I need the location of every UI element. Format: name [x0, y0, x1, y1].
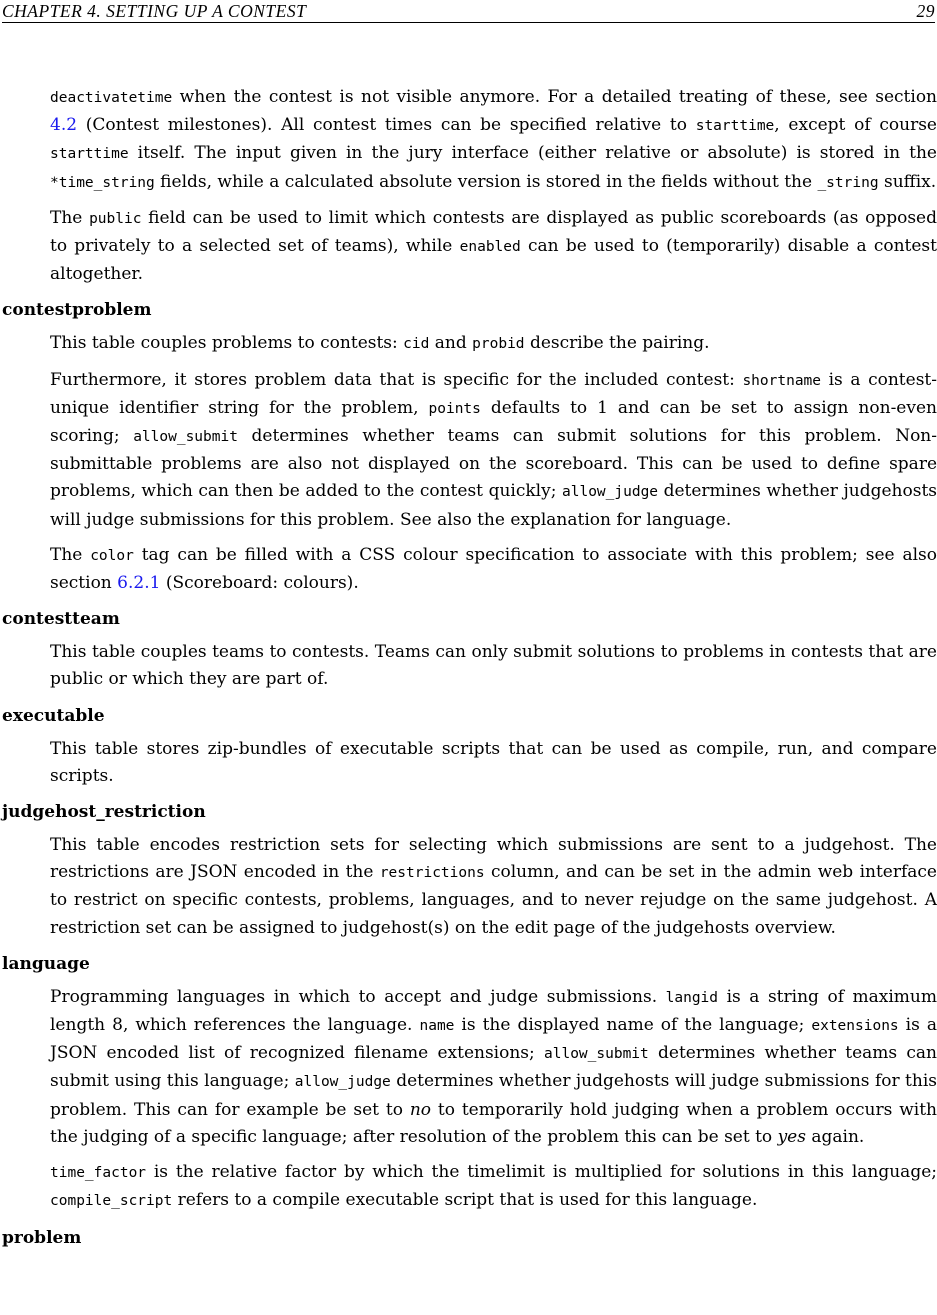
field-name: starttime [50, 146, 129, 163]
text: (Contest milestones). All contest times can be specified relative to [77, 115, 696, 136]
field-name: name [419, 1018, 455, 1035]
paragraph-contest-times [0, 84, 937, 197]
text: is the displayed name of the language; [454, 1015, 812, 1036]
text: determines whether teams can submit using this language; [50, 1043, 937, 1092]
term-executable: executable [2, 705, 105, 726]
text: when the contest is not visible anymore. For a detailed treating of these, see section [172, 87, 937, 107]
running-header [2, 0, 935, 23]
field-name: time_factor [50, 1165, 147, 1182]
text: column, and can be set in the admin web interface to restrict on specific contests, problems, languages, and to never rejudge on the same judgehost. A restriction set can be assigned to judgehost(s) on the edit page of the judgehosts overview. [50, 862, 937, 938]
page-body [0, 84, 937, 1258]
text: The [50, 207, 90, 228]
text: Furthermore, it stores problem data that is specific for the included contest: [50, 369, 743, 390]
paragraph-contestproblem-3 [0, 542, 937, 597]
paragraph-executable: This table stores zip-bundles of executable scripts that can be used as compile, run, and compare scripts. [50, 738, 937, 786]
term-contestproblem: contestproblem [2, 300, 152, 321]
paragraph-judgehost-restriction [0, 832, 937, 942]
text: again. [805, 1126, 865, 1147]
paragraph-language-2 [0, 1159, 937, 1215]
field-name: langid [665, 989, 719, 1006]
text: refers to a compile executable script that is used for this language. [172, 1190, 758, 1211]
paragraph-contestteam: This table couples teams to contests. Teams can only submit solutions to problems in contests that are public or which they are part of. [50, 642, 937, 690]
emphasis: yes [777, 1126, 806, 1147]
text: determines whether judgehosts will judge submissions for this problem. This can for example be set to [50, 1071, 937, 1120]
text: This table couples problems to contests: [50, 333, 404, 354]
text: (Scoreboard: colours). [160, 573, 359, 594]
text: describe the pairing. [524, 333, 710, 354]
text: determines whether teams can submit solutions for this problem. Non-submittable problems are also not displayed on the scoreboard. This can be used to define spare problems, which can then be added to the contest quickly; [50, 426, 937, 502]
text: This table encodes restriction sets for selecting which submissions are sent to a judgehost. The restrictions are JSON encoded in the [50, 835, 937, 883]
chapter-title: CHAPTER 4. SETTING UP A CONTEST [2, 0, 307, 21]
paragraph-language-1 [0, 984, 937, 1151]
term-problem: problem [2, 1227, 82, 1248]
text: and [429, 333, 473, 354]
field-name: probid [472, 336, 525, 353]
text: is a contest-unique identifier string for the problem, [50, 369, 937, 418]
term-language: language [2, 953, 90, 974]
text: is a string of maximum length 8, which references the language. [50, 986, 937, 1036]
field-name: extensions [811, 1018, 899, 1035]
field-name: allow_judge [294, 1074, 391, 1091]
text: , except of course [774, 115, 937, 136]
field-name: allow_submit [133, 429, 238, 446]
field-name: _string [817, 174, 879, 191]
text: fields, while a calculated absolute version is stored in the fields without the [154, 171, 818, 192]
field-name: shortname [742, 372, 822, 389]
page-number: 29 [916, 0, 935, 21]
paragraph-public-enabled [0, 205, 937, 289]
text: defaults to 1 and can be set to assign non-even scoring; [50, 397, 937, 447]
text: can be used to (temporarily) disable a contest altogether. [50, 236, 937, 285]
text: to temporarily hold judging when a problem occurs with the judging of a specific language; after resolution of the problem this can be set to [50, 1099, 937, 1147]
field-name: restrictions [379, 865, 485, 882]
field-name: allow_submit [544, 1046, 649, 1063]
text: field can be used to limit which contests are displayed as public scoreboards (as opposed to privately to a selected set of teams), while [50, 207, 937, 257]
field-name: compile_script [50, 1193, 173, 1210]
field-name: points [428, 400, 481, 417]
text: is the relative factor by which the timelimit is multiplied for solutions in this language; [146, 1162, 937, 1183]
paragraph-contestproblem-1 [0, 330, 937, 358]
field-name: deactivatetime [50, 90, 173, 106]
field-name: starttime [695, 118, 775, 135]
text: tag can be filled with a CSS colour specification to associate with this problem; see also section [50, 544, 937, 594]
term-judgehost-restriction: judgehost_restriction [2, 802, 206, 823]
text: Programming languages in which to accept and judge submissions. [50, 986, 666, 1007]
text: determines whether judgehosts will judge submissions for this problem. See also the explanation for language. [50, 481, 937, 530]
field-name: *time_string [50, 174, 155, 191]
field-name: enabled [459, 239, 521, 256]
text: suffix. [878, 171, 937, 192]
section-link[interactable]: 4.2 [50, 115, 78, 136]
paragraph-contestproblem-2 [0, 367, 937, 534]
emphasis: no [409, 1099, 432, 1120]
section-link[interactable]: 6.2.1 [117, 573, 161, 594]
text: itself. The input given in the jury interface (either relative or absolute) is stored in the [128, 143, 937, 164]
field-name: cid [403, 336, 430, 353]
field-name: color [90, 547, 134, 564]
field-name: allow_judge [562, 484, 659, 501]
field-name: public [89, 210, 142, 227]
text: The [50, 544, 91, 565]
text: is a JSON encoded list of recognized filename extensions; [50, 1015, 937, 1064]
term-contestteam: contestteam [2, 609, 120, 630]
